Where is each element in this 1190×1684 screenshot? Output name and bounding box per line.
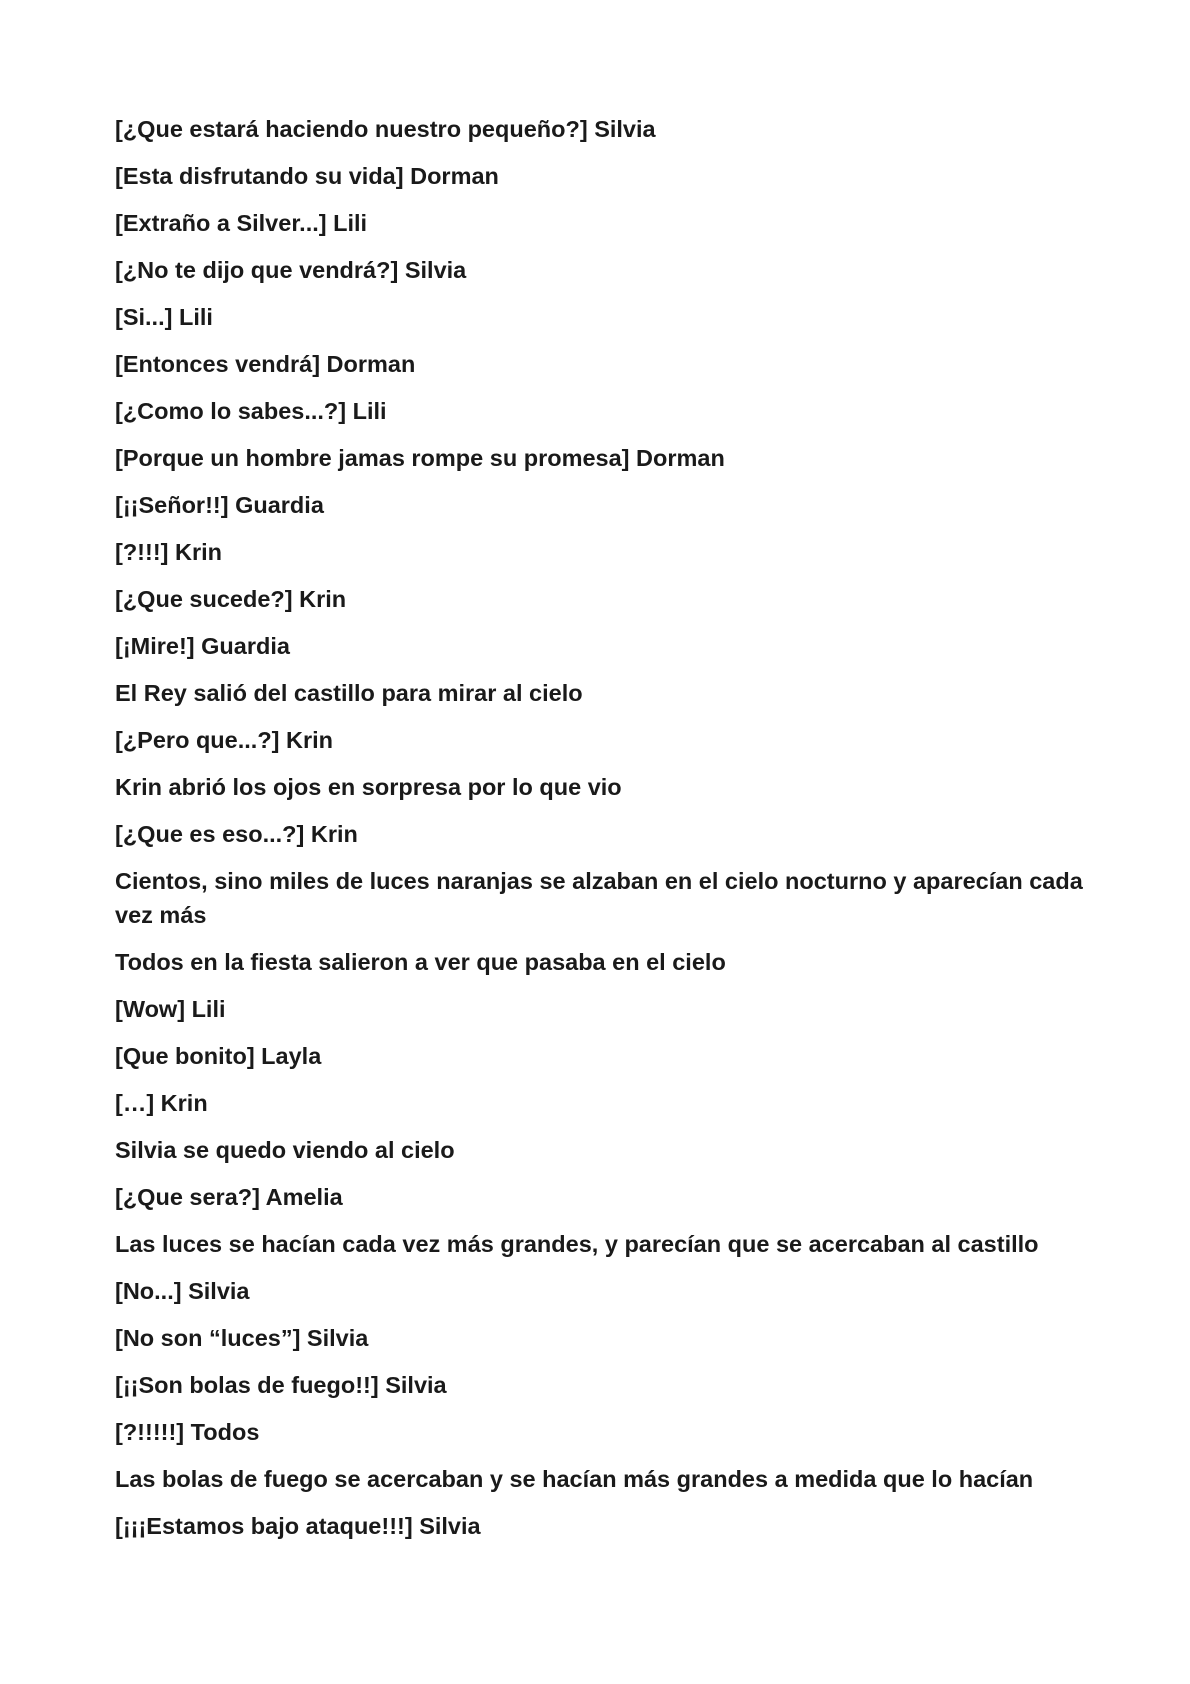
text-line: Cientos, sino miles de luces naranjas se alzaban en el cielo nocturno y aparecían cada vez más (115, 868, 1083, 928)
text-line: […] Krin (115, 1090, 208, 1116)
text-line: [Entonces vendrá] Dorman (115, 351, 416, 377)
text-line: [Si...] Lili (115, 304, 213, 330)
text-line: Todos en la fiesta salieron a ver que pasaba en el cielo (115, 949, 726, 975)
text-line: [Porque un hombre jamas rompe su promesa] Dorman (115, 445, 725, 471)
text-line: [¿Que sera?] Amelia (115, 1184, 343, 1210)
text-line: [¡¡Señor!!] Guardia (115, 492, 324, 518)
text-line: [No son “luces”] Silvia (115, 1325, 369, 1351)
document-body (115, 112, 1085, 1556)
text-line: [¡¡¡Estamos bajo ataque!!!] Silvia (115, 1513, 481, 1539)
text-line: [¿Que sucede?] Krin (115, 586, 347, 612)
text-line: [Extraño a Silver...] Lili (115, 210, 368, 236)
text-line: [¿Que estará haciendo nuestro pequeño?] Silvia (115, 116, 656, 142)
text-line: [¿Pero que...?] Krin (115, 727, 334, 753)
text-line: Las bolas de fuego se acercaban y se hacían más grandes a medida que lo hacían (115, 1466, 1034, 1492)
text-line: [¿Que es eso...?] Krin (115, 821, 358, 847)
text-line: [¿No te dijo que vendrá?] Silvia (115, 257, 467, 283)
text-line: Las luces se hacían cada vez más grandes, y parecían que se acercaban al castillo (115, 1231, 1039, 1257)
text-line: [No...] Silvia (115, 1278, 250, 1304)
text-line: [?!!!!!] Todos (115, 1419, 260, 1445)
text-line: [¿Como lo sabes...?] Lili (115, 398, 387, 424)
text-line: [¡¡Son bolas de fuego!!] Silvia (115, 1372, 447, 1398)
text-line: [Que bonito] Layla (115, 1043, 322, 1069)
text-line: Silvia se quedo viendo al cielo (115, 1137, 455, 1163)
text-line: El Rey salió del castillo para mirar al cielo (115, 680, 583, 706)
text-line: Krin abrió los ojos en sorpresa por lo que vio (115, 774, 622, 800)
text-line: [¡Mire!] Guardia (115, 633, 290, 659)
text-line: [Wow] Lili (115, 996, 226, 1022)
text-line: [Esta disfrutando su vida] Dorman (115, 163, 499, 189)
text-line: [?!!!] Krin (115, 539, 223, 565)
